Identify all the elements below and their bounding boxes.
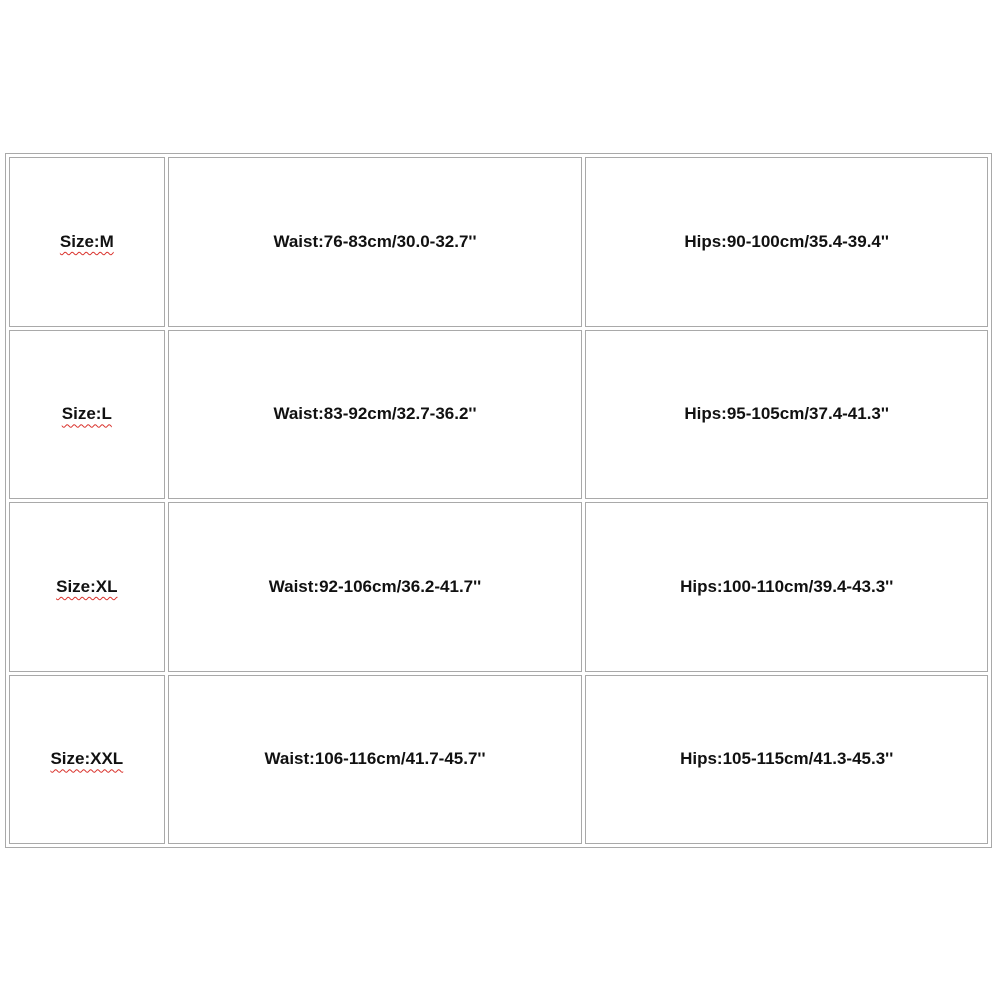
hips-cell: Hips:90-100cm/35.4-39.4'' xyxy=(585,157,988,327)
waist-cell: Waist:92-106cm/36.2-41.7'' xyxy=(168,502,583,672)
size-chart-table xyxy=(5,153,992,848)
table-row xyxy=(9,675,988,845)
size-label: Size:M xyxy=(59,231,114,251)
size-label: Size:XXL xyxy=(50,749,124,769)
size-cell xyxy=(9,675,165,845)
size-label: Size:XL xyxy=(56,576,118,596)
hips-cell: Hips:100-110cm/39.4-43.3'' xyxy=(585,502,988,672)
table-row xyxy=(9,157,988,327)
hips-cell: Hips:95-105cm/37.4-41.3'' xyxy=(585,330,988,500)
waist-cell: Waist:106-116cm/41.7-45.7'' xyxy=(168,675,583,845)
waist-cell: Waist:83-92cm/32.7-36.2'' xyxy=(168,330,583,500)
size-cell xyxy=(9,330,165,500)
table-row xyxy=(9,330,988,500)
size-cell xyxy=(9,157,165,327)
hips-cell: Hips:105-115cm/41.3-45.3'' xyxy=(585,675,988,845)
waist-cell: Waist:76-83cm/30.0-32.7'' xyxy=(168,157,583,327)
size-cell xyxy=(9,502,165,672)
size-label: Size:L xyxy=(61,404,112,424)
table-row xyxy=(9,502,988,672)
